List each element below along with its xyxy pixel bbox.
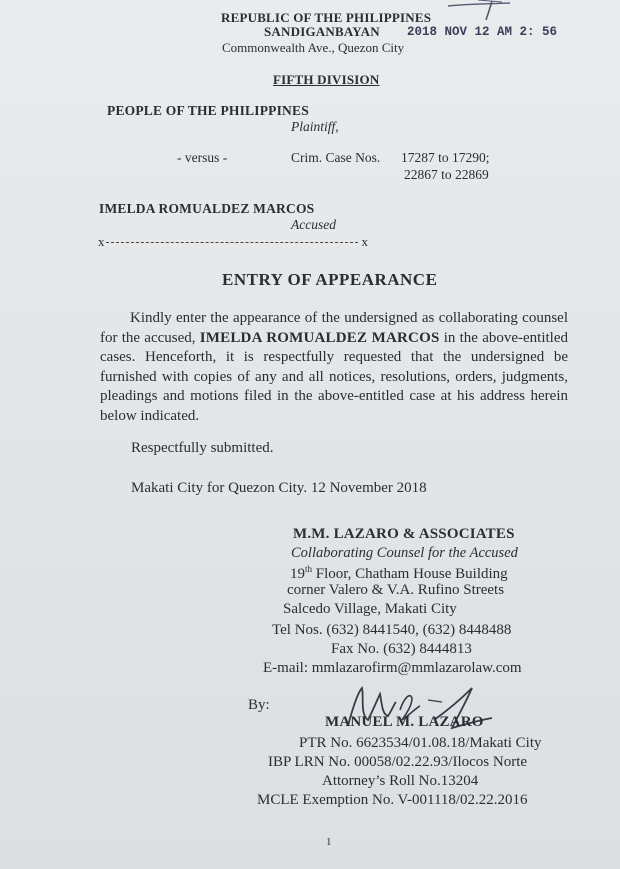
case-numbers-line-1: 17287 to 17290; (401, 150, 490, 165)
firm-address-line-3: Salcedo Village, Makati City (283, 601, 457, 617)
case-number-label: Crim. Case Nos. (291, 150, 381, 165)
divider-x-right: x (361, 234, 368, 249)
body-text-b: in the above-entitled cases. Henceforth, it is respectfully requested that the undersigned be furnished with copies of any and all notices, resolutions, orders, judgments, pleadings and motions filed in the above-entitled case at his address herein below indicated. (100, 329, 568, 424)
accused-name: IMELDA ROMUALDEZ MARCOS (99, 201, 315, 216)
body-accused-name: IMELDA ROMUALDEZ MARCOS (199, 329, 440, 346)
respectfully-submitted: Respectfully submitted. (131, 440, 274, 456)
firm-address-line-2: corner Valero & V.A. Rufino Streets (287, 582, 505, 598)
body-text-a: Kindly enter the appearance of the undersigned as collaborating counsel for the accused, (100, 310, 568, 346)
division-heading: FIFTH DIVISION (273, 72, 380, 87)
accused-role: Accused (291, 217, 336, 232)
plaintiff-name: PEOPLE OF THE PHILIPPINES (107, 103, 309, 118)
address-floor-number: 19 (290, 566, 305, 582)
firm-telephone: Tel Nos. (632) 8441540, (632) 8448488 (272, 622, 512, 638)
place-and-date: Makati City for Quezon City. 12 November 2018 (131, 480, 427, 496)
document-title: ENTRY OF APPEARANCE (222, 270, 438, 289)
firm-role: Collaborating Counsel for the Accused (291, 545, 518, 561)
body-paragraph (100, 309, 568, 426)
case-numbers-line-2: 22867 to 22869 (404, 167, 489, 182)
received-mark (440, 0, 520, 22)
address-floor-suffix: th (305, 564, 313, 574)
plaintiff-role: Plaintiff, (291, 119, 339, 134)
firm-email: E-mail: mmlazarofirm@mmlazarolaw.com (263, 660, 522, 676)
caption-divider (98, 234, 368, 250)
address-building: Floor, Chatham House Building (312, 566, 508, 582)
court-address: Commonwealth Ave., Quezon City (222, 40, 405, 55)
mcle-exemption-number: MCLE Exemption No. V-001118/02.22.2016 (257, 792, 528, 808)
signatory-name: MANUEL M. LAZARO (325, 714, 484, 730)
republic-heading: REPUBLIC OF THE PHILIPPINES (221, 10, 432, 25)
received-stamp: 2018 NOV 12 AM 2: 56 (407, 25, 558, 39)
versus-label: - versus - (177, 150, 228, 165)
ibp-number: IBP LRN No. 00058/02.22.93/Ilocos Norte (268, 754, 528, 770)
ptr-number: PTR No. 6623534/01.08.18/Makati City (299, 735, 542, 751)
firm-address-line-1 (290, 564, 508, 583)
firm-name: M.M. LAZARO & ASSOCIATES (293, 526, 515, 542)
court-heading: SANDIGANBAYAN (264, 24, 380, 39)
dashed-rule (106, 242, 358, 243)
by-label: By: (248, 697, 270, 713)
firm-fax: Fax No. (632) 8444813 (331, 641, 472, 657)
attorneys-roll-number: Attorney’s Roll No.13204 (322, 773, 479, 789)
divider-x-left: x (98, 234, 105, 249)
page-number: 1 (326, 836, 332, 848)
